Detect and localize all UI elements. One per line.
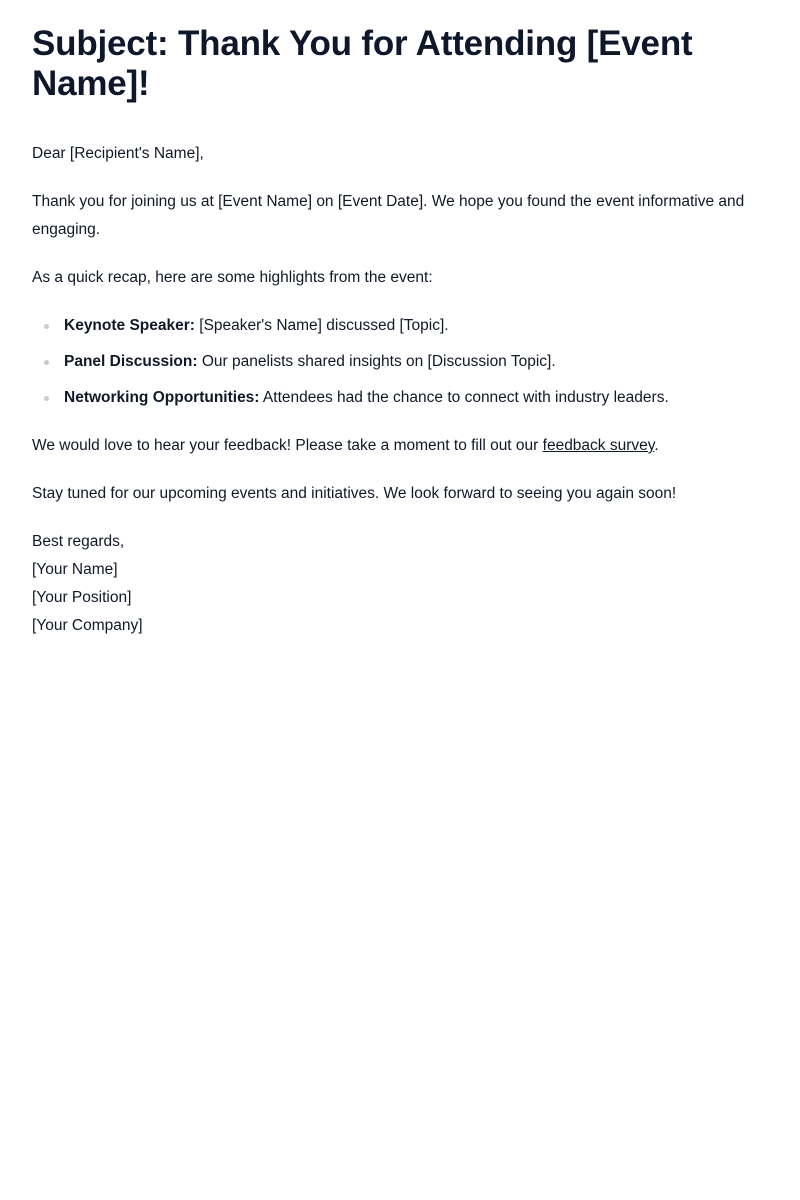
highlight-label: Panel Discussion: — [64, 353, 198, 370]
list-item — [64, 312, 768, 340]
recap-lead: As a quick recap, here are some highlights from the event: — [32, 269, 433, 286]
intro-paragraph: Thank you for joining us at [Event Name] on [Event Date]. We hope you found the event informative and engaging. — [32, 193, 745, 238]
feedback-survey-link[interactable]: feedback survey — [542, 437, 655, 454]
closing-paragraph: Stay tuned for our upcoming events and initiatives. We look forward to seeing you again soon! — [32, 485, 677, 502]
signoff-regards: Best regards, — [32, 533, 125, 550]
bullet-icon — [44, 396, 49, 401]
feedback-text: We would love to hear your feedback! Please take a moment to fill out our — [32, 437, 543, 454]
list-item — [64, 384, 768, 412]
highlight-text: Attendees had the chance to connect with industry leaders. — [259, 389, 669, 406]
feedback-period: . — [654, 437, 659, 454]
highlights-list — [32, 312, 768, 412]
signoff-position: [Your Position] — [32, 589, 132, 606]
feedback-paragraph — [32, 432, 768, 460]
list-item — [64, 348, 768, 376]
bullet-icon — [44, 360, 49, 365]
highlight-text: [Speaker's Name] discussed [Topic]. — [194, 317, 449, 334]
signoff-name: [Your Name] — [32, 561, 118, 578]
highlight-text: Our panelists shared insights on [Discussion Topic]. — [197, 353, 556, 370]
email-subject: Subject: Thank You for Attending [Event Name]! — [32, 24, 693, 103]
highlight-label: Keynote Speaker: — [64, 317, 195, 334]
highlight-label: Networking Opportunities: — [64, 389, 260, 406]
signature-block — [32, 528, 768, 640]
bullet-icon — [44, 324, 49, 329]
greeting: Dear [Recipient's Name], — [32, 145, 204, 162]
signoff-company: [Your Company] — [32, 617, 143, 634]
